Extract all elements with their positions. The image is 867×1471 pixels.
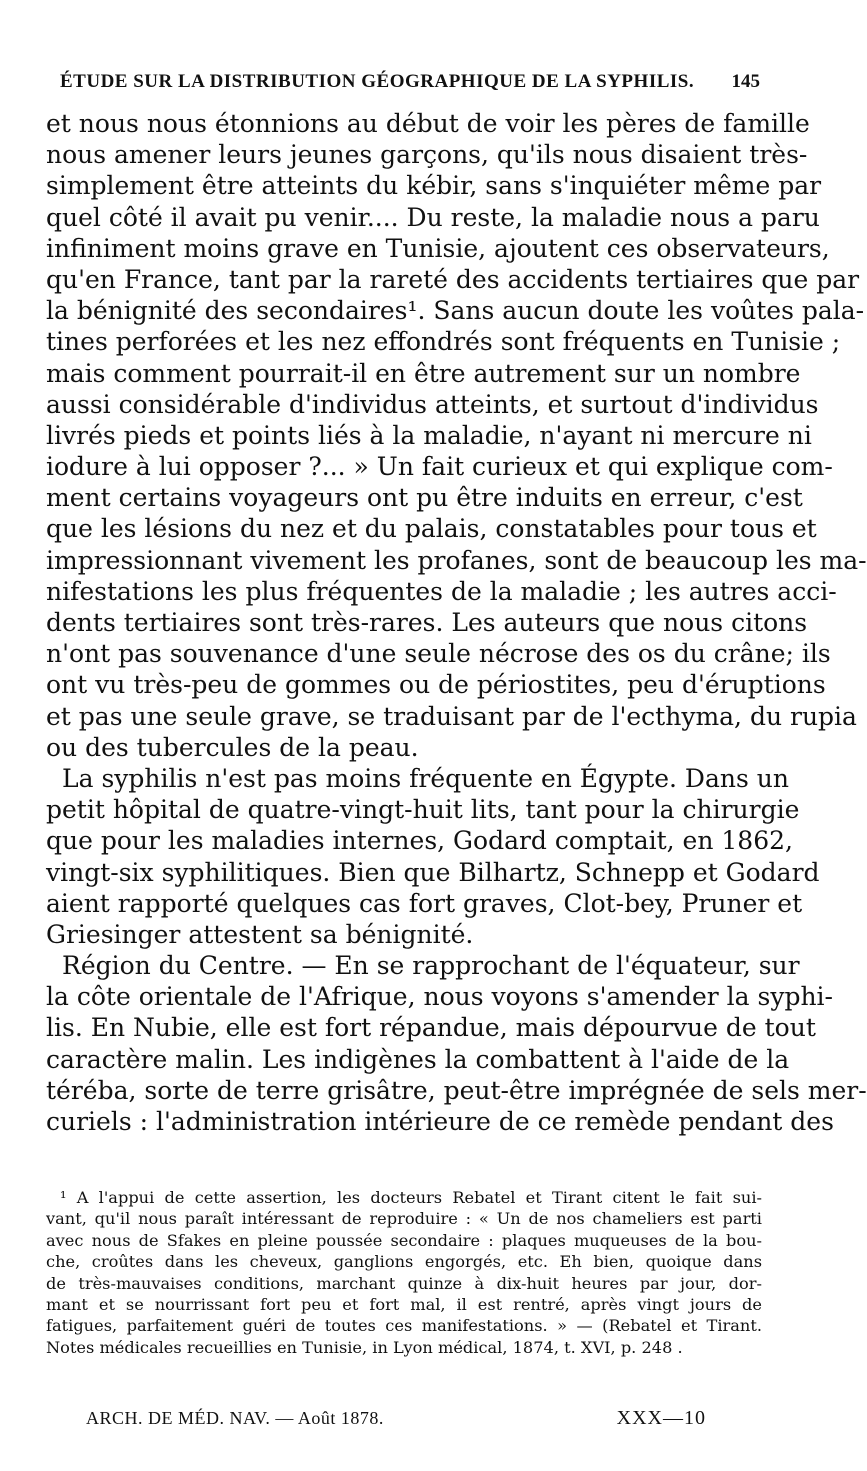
text-line: lis. En Nubie, elle est fort répandue, mais dépourvue de tout: [46, 1013, 816, 1043]
text-line: infiniment moins grave en Tunisie, ajoutent ces observateurs,: [46, 233, 830, 263]
footnote-line: Notes médicales recueillies en Tunisie, in Lyon médical, 1874, t. XVI, p. 248 .: [46, 1337, 683, 1357]
text-line: ou des tubercules de la peau.: [46, 732, 419, 762]
text-line: nous amener leurs jeunes garçons, qu'ils nous disaient très-: [46, 140, 808, 170]
text-line: caractère malin. Les indigènes la combattent à l'aide de la: [46, 1044, 790, 1074]
text-line: livrés pieds et points liés à la maladie, n'ayant ni mercure ni: [46, 420, 812, 450]
footnote-line: avec nous de Sfakes en pleine poussée secondaire : plaques muqueuses de la bou-: [46, 1230, 762, 1250]
text-line: téréba, sorte de terre grisâtre, peut-être imprégnée de sels mer-: [46, 1075, 867, 1105]
footnote-line: de très-mauvaises conditions, marchant quinze à dix-huit heures par jour, dor-: [46, 1273, 762, 1293]
text-line: n'ont pas souvenance d'une seule nécrose des os du crâne; ils: [46, 639, 831, 669]
footnote-line: che, croûtes dans les cheveux, ganglions engorgés, etc. Eh bien, quoique dans: [46, 1252, 762, 1272]
text-line: dents tertiaires sont très-rares. Les auteurs que nous citons: [46, 608, 808, 637]
text-line: aussi considérable d'individus atteints, et surtout d'individus: [46, 389, 819, 419]
text-line: aient rapporté quelques cas fort graves, Clot-bey, Pruner et: [46, 888, 803, 918]
text-line: ont vu très-peu de gommes ou de périostites, peu d'éruptions: [46, 670, 826, 700]
journal-reference: ARCH. DE MÉD. NAV. — Août 1878.: [86, 1407, 384, 1428]
text-line: mais comment pourrait-il en être autrement sur un nombre: [46, 358, 801, 388]
text-line: vingt-six syphilitiques. Bien que Bilhartz, Schnepp et Godard: [46, 857, 820, 887]
text-line: que les lésions du nez et du palais, constatables pour tous et: [46, 514, 817, 544]
footnote-line: ¹ A l'appui de cette assertion, les docteurs Rebatel et Tirant citent le fait sui-: [60, 1188, 762, 1207]
footnote-line: vant, qu'il nous paraît intéressant de reproduire : « Un de nos chameliers est parti: [46, 1209, 762, 1229]
running-title: ÉTUDE SUR LA DISTRIBUTION GÉOGRAPHIQUE DE LA SYPHILIS.: [60, 71, 695, 92]
page-number: 145: [731, 71, 760, 92]
footnote-line: mant et se nourrissant fort peu et fort mal, il est rentré, après vingt jours de: [46, 1294, 762, 1314]
body-text: [46, 108, 867, 1137]
text-line: quel côté il avait pu venir.... Du reste, la maladie nous a paru: [46, 202, 820, 232]
text-line: et pas une seule grave, se traduisant par de l'ecthyma, du rupia: [46, 701, 857, 731]
text-line: Région du Centre. — En se rapprochant de l'équateur, sur: [62, 951, 800, 981]
text-line: La syphilis n'est pas moins fréquente en Égypte. Dans un: [62, 763, 789, 793]
text-line: la côte orientale de l'Afrique, nous voyons s'amender la syphi-: [46, 982, 833, 1012]
text-line: nifestations les plus fréquentes de la maladie ; les autres acci-: [46, 576, 837, 606]
text-line: tines perforées et les nez effondrés sont fréquents en Tunisie ;: [46, 327, 841, 357]
text-line: et nous nous étonnions au début de voir les pères de famille: [46, 109, 810, 138]
text-line: iodure à lui opposer ?... » Un fait curieux et qui explique com-: [46, 452, 833, 482]
text-line: curiels : l'administration intérieure de ce remède pendant des: [46, 1107, 834, 1136]
footnote: [46, 1187, 762, 1358]
page-footer: [86, 1405, 706, 1431]
running-header: [60, 62, 760, 102]
footnote-line: fatigues, parfaitement guéri de toutes ces manifestations. » — (Rebatel et Tirant.: [46, 1316, 762, 1336]
text-line: simplement être atteints du kébir, sans s'inquiéter même par: [46, 171, 822, 201]
text-line: la bénignité des secondaires¹. Sans aucun doute les voûtes pala-: [46, 296, 865, 326]
text-line: Griesinger attestent sa bénignité.: [46, 919, 474, 949]
text-line: impressionnant vivement les profanes, sont de beaucoup les ma-: [46, 545, 867, 575]
signature-mark: XXX—10: [616, 1406, 706, 1429]
text-line: petit hôpital de quatre-vingt-huit lits, tant pour la chirurgie: [46, 795, 800, 825]
text-line: que pour les maladies internes, Godard comptait, en 1862,: [46, 826, 793, 856]
text-line: qu'en France, tant par la rareté des accidents tertiaires que par: [46, 264, 860, 294]
text-line: ment certains voyageurs ont pu être induits en erreur, c'est: [46, 483, 803, 513]
